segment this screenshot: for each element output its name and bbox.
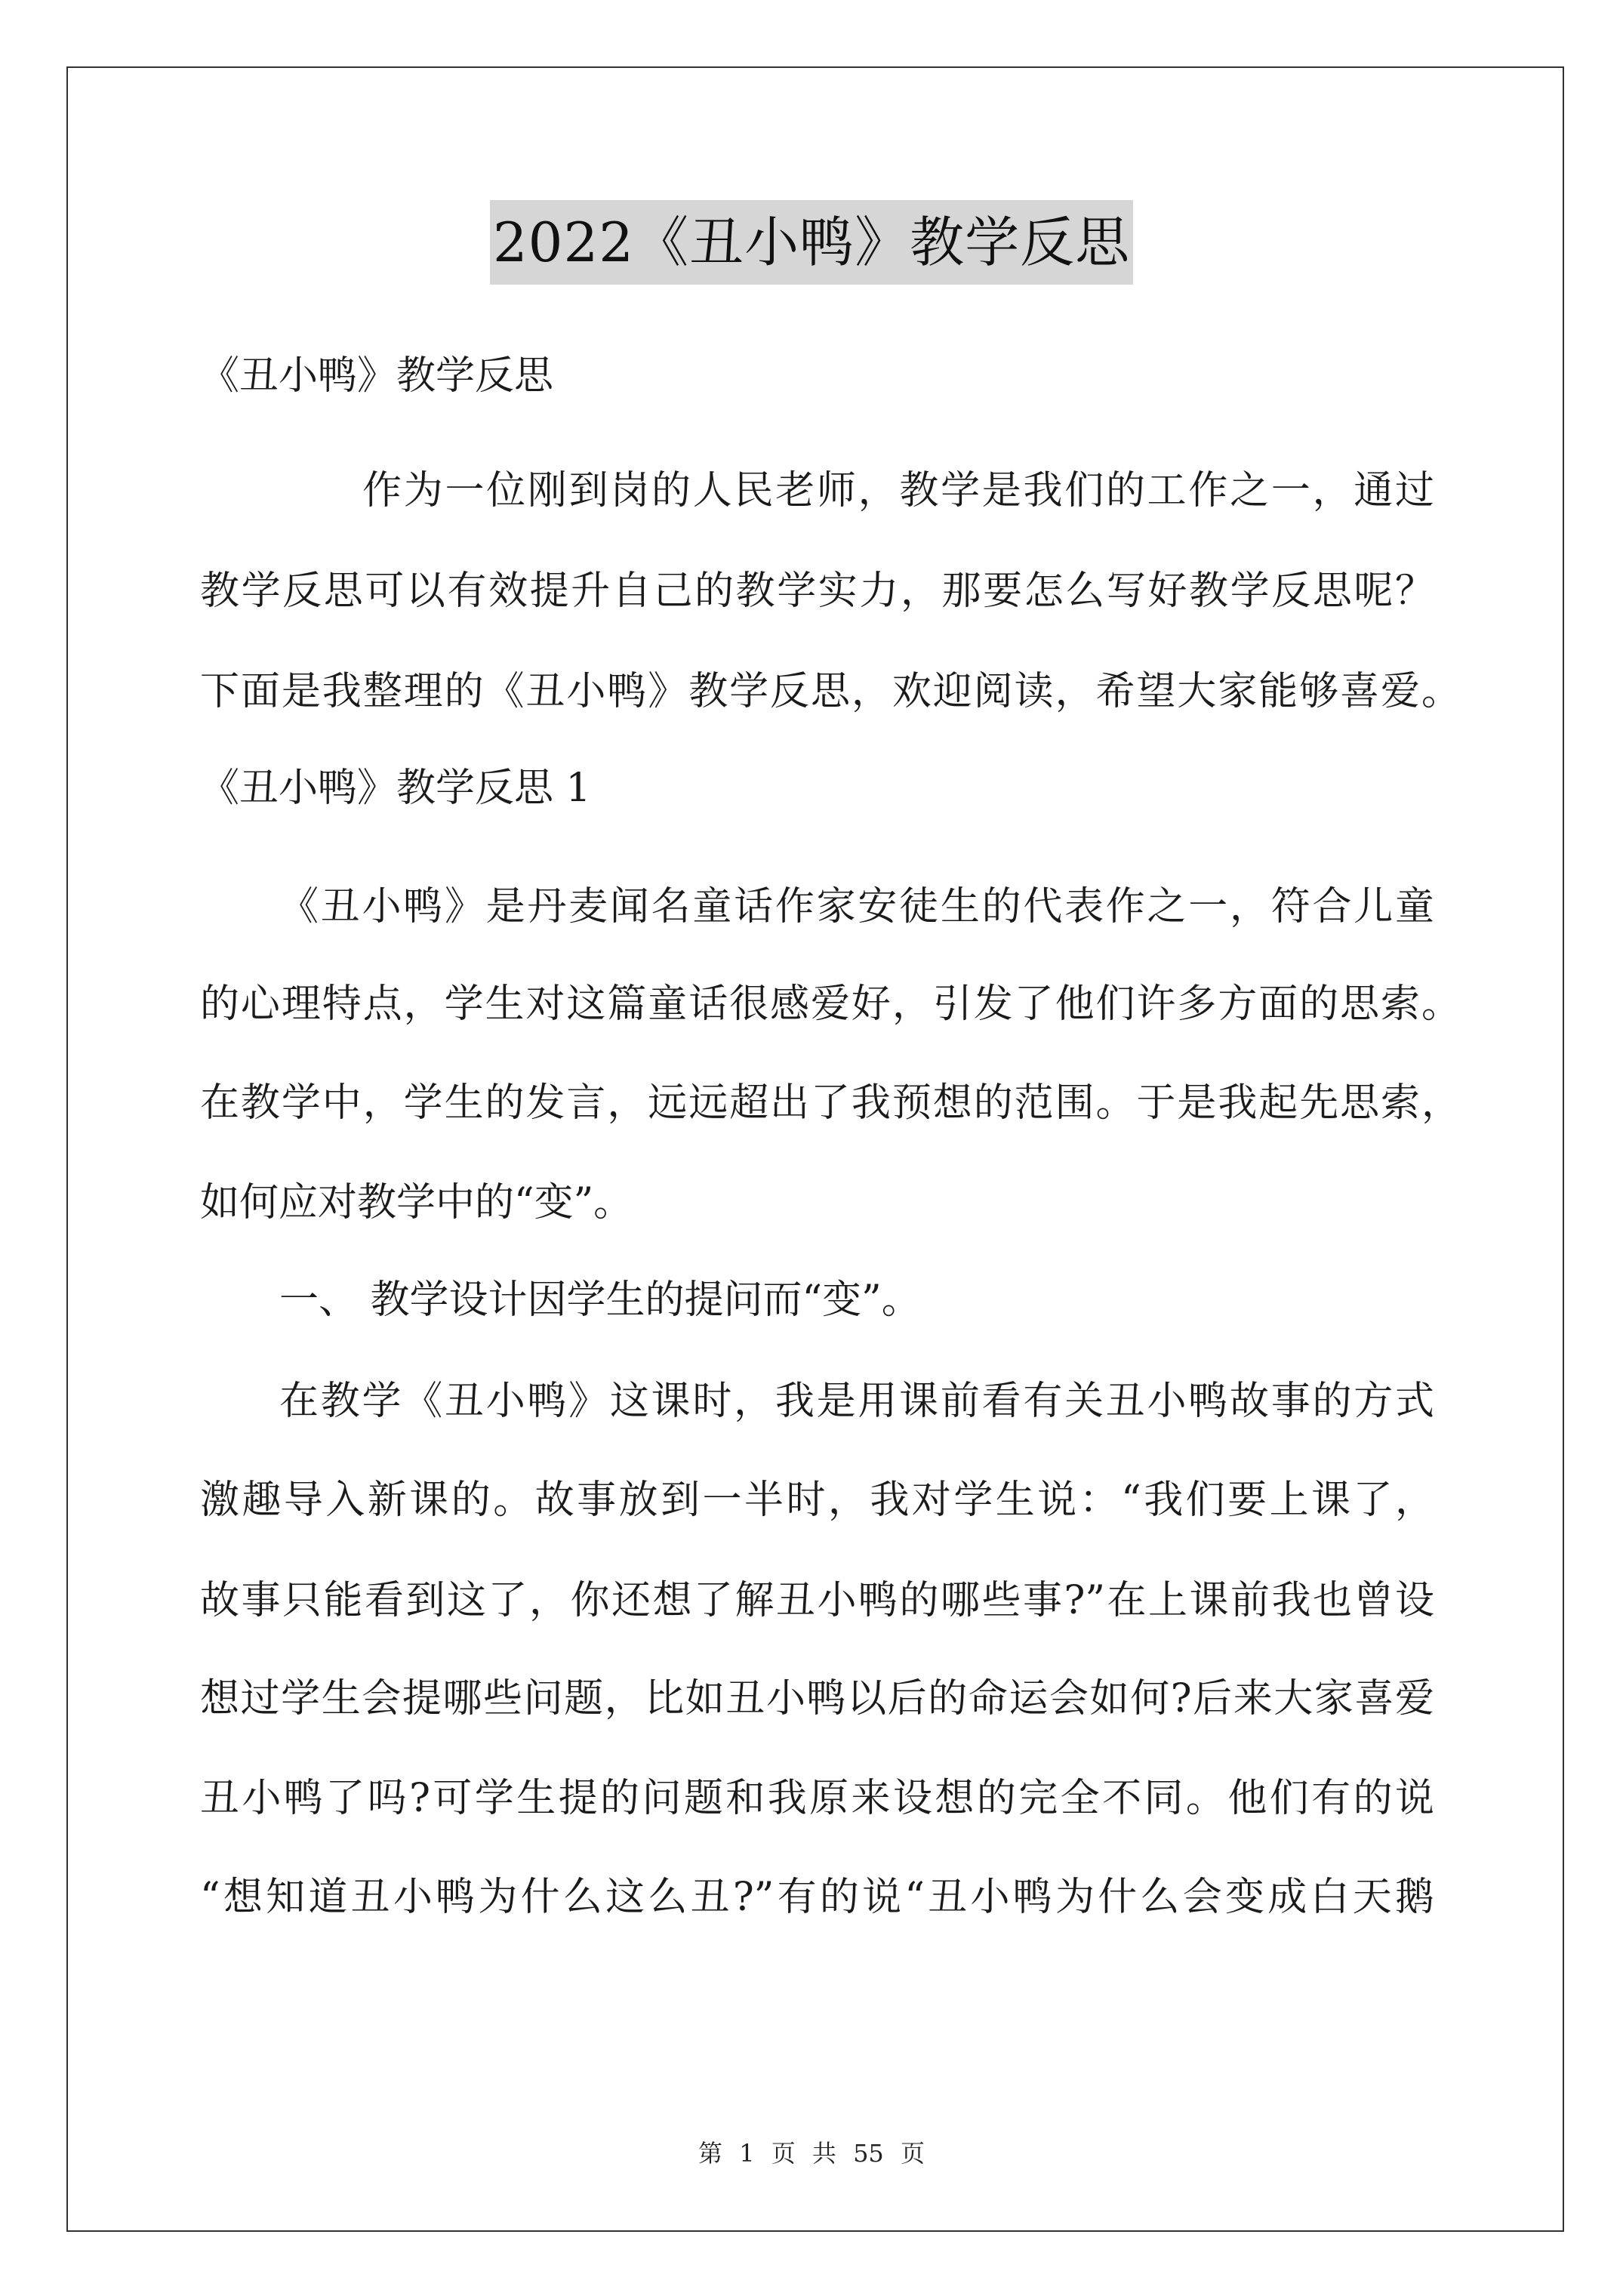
text-line-10: 一、 教学设计因学生的提问而“变”。 [279, 1277, 921, 1323]
text-line-1: 《丑小鸭》教学反思 [200, 353, 554, 399]
text-line-3: 教学反思可以有效提升自己的教学实力，那要怎么写好教学反思呢？ [200, 569, 1434, 614]
text-line-14: 想过学生会提哪些问题，比如丑小鸭以后的命运会如何?后来大家喜爱 [200, 1676, 1434, 1721]
text-line-5: 《丑小鸭》教学反思 1 [200, 766, 591, 811]
text-line-8: 在教学中，学生的发言，远远超出了我预想的范围。于是我起先思索， [200, 1080, 1461, 1126]
page-footer: 第 1 页 共 55 页 [698, 2139, 925, 2168]
text-line-2: 作为一位刚到岗的人民老师，教学是我们的工作之一，通过 [362, 468, 1434, 513]
text-line-15: 丑小鸭了吗?可学生提的问题和我原来设想的完全不同。他们有的说 [200, 1776, 1434, 1821]
title-container [0, 200, 1623, 285]
text-line-9: 如何应对教学中的“变”。 [200, 1180, 633, 1225]
text-line-6: 《丑小鸭》是丹麦闻名童话作家安徒生的代表作之一，符合儿童 [279, 884, 1434, 929]
text-line-4: 下面是我整理的《丑小鸭》教学反思，欢迎阅读，希望大家能够喜爱。 [200, 669, 1461, 714]
text-line-16: “想知道丑小鸭为什么这么丑?”有的说“丑小鸭为什么会变成白天鹅 [200, 1875, 1434, 1920]
text-line-12: 激趣导入新课的。故事放到一半时，我对学生说：“我们要上课了， [200, 1478, 1434, 1523]
text-line-7: 的心理特点，学生对这篇童话很感爱好，引发了他们许多方面的思索。 [200, 982, 1461, 1027]
text-line-11: 在教学《丑小鸭》这课时，我是用课前看有关丑小鸭故事的方式 [279, 1379, 1434, 1424]
text-line-13: 故事只能看到这了，你还想了解丑小鸭的哪些事?”在上课前我也曾设 [200, 1578, 1434, 1623]
document-title: 2022《丑小鸭》教学反思 [490, 200, 1133, 285]
